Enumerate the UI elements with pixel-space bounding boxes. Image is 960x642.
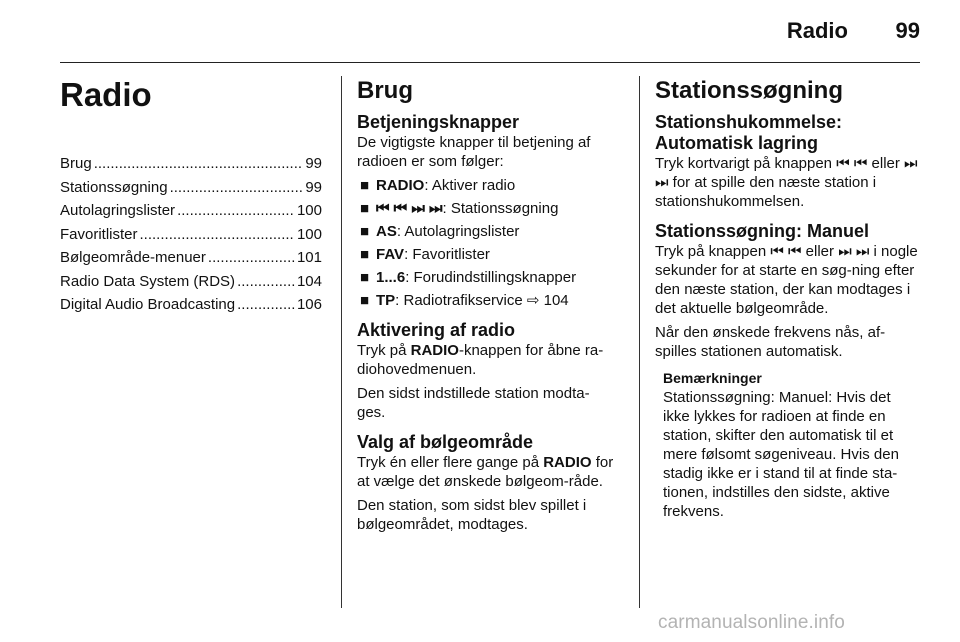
note-heading: Bemærkninger bbox=[663, 370, 762, 386]
toc-leader bbox=[237, 272, 295, 291]
paragraph: Tryk kortvarigt på knappen ⏮ ⏮ eller ⏭ ⏭ for at spille den næste station i stationshukommelsen. bbox=[655, 155, 918, 210]
bullet-icon: ■ bbox=[360, 292, 370, 309]
paragraph: Den station, som sidst blev spillet i bølgeområdet, modtages. bbox=[357, 497, 587, 533]
toc-leader bbox=[208, 248, 295, 267]
toc-page: 100 bbox=[296, 202, 322, 219]
list-item bbox=[360, 222, 617, 241]
column-stationssogning bbox=[655, 72, 918, 526]
radio-key-label: RADIO bbox=[543, 454, 592, 471]
button-label: FAV bbox=[376, 246, 405, 263]
button-label: AS bbox=[376, 223, 397, 240]
toc-entry[interactable] bbox=[60, 225, 322, 249]
seek-buttons-icon: ⏮ ⏮ ⏭ ⏭ bbox=[376, 200, 443, 217]
toc-label: Autolagringslister bbox=[60, 202, 176, 219]
toc-leader bbox=[170, 178, 304, 197]
toc-leader bbox=[177, 201, 295, 220]
heading-aktivering: Aktivering af radio bbox=[357, 320, 516, 340]
toc-label: Brug bbox=[60, 155, 92, 172]
toc-page: 99 bbox=[305, 178, 322, 196]
toc-entry[interactable] bbox=[60, 248, 322, 272]
bullet-icon: ■ bbox=[360, 200, 370, 217]
toc-leader bbox=[140, 225, 295, 244]
button-description: : Favoritlister bbox=[404, 246, 490, 263]
chapter-title: Radio bbox=[60, 76, 152, 113]
toc-label: Stationssøgning bbox=[60, 178, 168, 196]
bullet-icon: ■ bbox=[360, 246, 370, 263]
toc-entry[interactable] bbox=[60, 201, 322, 225]
heading-betjeningsknapper: Betjeningsknapper bbox=[357, 112, 520, 132]
page-header bbox=[60, 0, 920, 63]
section-title-brug: Brug bbox=[357, 77, 413, 104]
header-section-title: Radio bbox=[786, 18, 848, 43]
button-description: : Stationssøgning bbox=[442, 200, 559, 217]
header-page-number: 99 bbox=[895, 18, 920, 43]
toc-page: 106 bbox=[296, 296, 322, 313]
column-divider-2 bbox=[639, 76, 640, 608]
radio-key-label: RADIO bbox=[410, 342, 459, 359]
column-brug bbox=[357, 72, 617, 539]
paragraph: Tryk én eller flere gange på RADIO for at vælge det ønskede bølgeom-råde. bbox=[357, 454, 614, 490]
list-item bbox=[360, 291, 617, 310]
heading-valg-bolgeomrade: Valg af bølgeområde bbox=[357, 432, 534, 452]
paragraph: Tryk på RADIO-knappen for åbne ra-diohovedmenuen. bbox=[357, 342, 604, 378]
table-of-contents bbox=[60, 154, 322, 319]
heading-manuel: Stationssøgning: Manuel bbox=[655, 221, 869, 241]
section-title-stationssogning: Stationssøgning bbox=[655, 77, 843, 104]
column-toc bbox=[60, 72, 322, 319]
list-item bbox=[360, 199, 617, 218]
button-description: : Autolagringslister bbox=[396, 223, 520, 240]
toc-entry[interactable] bbox=[60, 272, 322, 296]
bullet-icon: ■ bbox=[360, 269, 370, 286]
bullet-icon: ■ bbox=[360, 177, 370, 194]
toc-label: Bølgeområde-menuer bbox=[60, 249, 206, 266]
bullet-icon: ■ bbox=[360, 223, 370, 240]
toc-entry[interactable] bbox=[60, 154, 322, 178]
button-description: : Forudindstillingsknapper bbox=[405, 269, 577, 286]
toc-leader bbox=[237, 295, 295, 314]
toc-leader bbox=[94, 154, 304, 173]
watermark-logo: carmanualsonline.info bbox=[658, 612, 845, 633]
heading-automatisk-lagring: Stationshukommelse: Automatisk lagring bbox=[655, 112, 843, 153]
button-description: : Aktiver radio bbox=[424, 177, 516, 194]
paragraph: Den sidst indstillede station modta-ges. bbox=[357, 385, 590, 421]
toc-page: 100 bbox=[296, 225, 322, 243]
toc-page: 101 bbox=[296, 249, 322, 266]
toc-label: Favoritlister bbox=[60, 225, 138, 243]
toc-entry[interactable] bbox=[60, 295, 322, 319]
list-item bbox=[360, 268, 617, 287]
list-item bbox=[360, 176, 617, 195]
toc-page: 104 bbox=[296, 272, 322, 290]
toc-label: Radio Data System (RDS) bbox=[60, 272, 236, 290]
note-text: Stationssøgning: Manuel: Hvis det ikke lykkes for radioen at finde en station, skifter den automatisk til et mere følsomt søgeniveau. Hvis den stadig ikke er i stand til at finde sta-tionen, indstilles den sidste, aktive frekvens. bbox=[663, 389, 899, 520]
paragraph: Når den ønskede frekvens nås, af-spilles stationen automatisk. bbox=[655, 324, 886, 360]
toc-entry[interactable] bbox=[60, 178, 322, 202]
note-box bbox=[663, 369, 918, 521]
list-item bbox=[360, 245, 617, 264]
paragraph: Tryk på knappen ⏮ ⏮ eller ⏭ ⏭ i nogle sekunder for at starte en søg-ning efter den næste station, der kan modtages i det aktuelle bølgeområde. bbox=[655, 243, 918, 317]
button-label: TP bbox=[376, 292, 396, 309]
toc-label: Digital Audio Broadcasting bbox=[60, 296, 236, 313]
button-label: RADIO bbox=[376, 177, 425, 194]
button-description: : Radiotrafikservice ⇨ 104 bbox=[395, 292, 569, 309]
toc-page: 99 bbox=[305, 155, 322, 172]
intro-text: De vigtigste knapper til betjening af radioen er som følger: bbox=[357, 134, 591, 170]
column-divider-1 bbox=[341, 76, 342, 608]
button-label: 1...6 bbox=[376, 269, 406, 286]
